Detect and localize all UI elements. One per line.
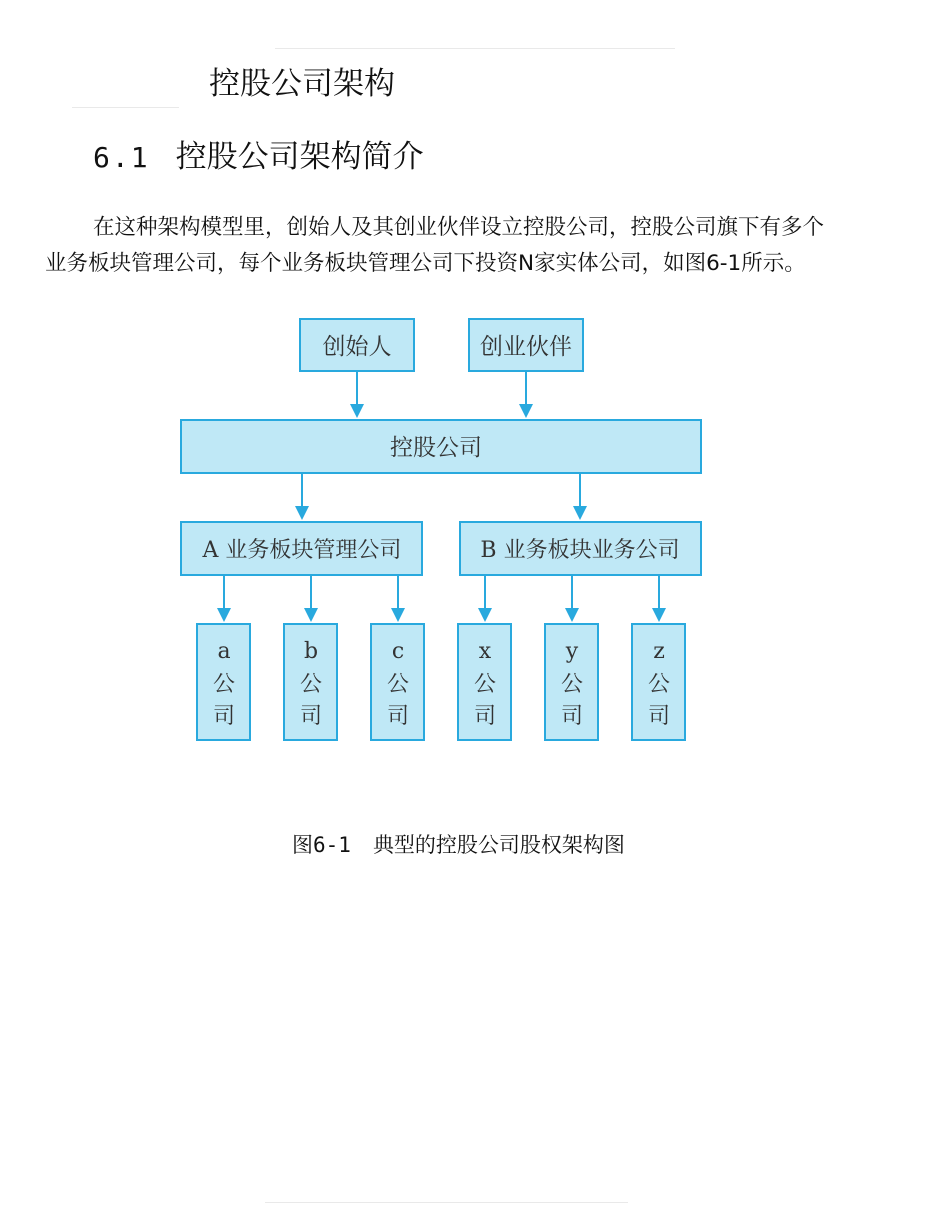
arrow-b-entity-z (652, 575, 666, 622)
entity-y-letter: y (565, 639, 579, 664)
entity-b-line1: 公 (299, 672, 323, 697)
section-title: 控股公司架构简介 (175, 139, 424, 175)
node-founder-label: 创始人 (322, 334, 392, 360)
entity-x-line2: 司 (473, 704, 497, 729)
entity-z-letter: z (653, 639, 665, 664)
node-division-a-label: A 业务板块管理公司 (202, 538, 402, 563)
node-partner (469, 319, 583, 371)
node-division-b-label: B 业务板块业务公司 (480, 538, 680, 563)
node-partner-label: 创业伙伴 (480, 334, 572, 360)
entity-y-line1: 公 (560, 672, 584, 697)
entity-c-line1: 公 (386, 672, 410, 697)
arrow-partner-holding (519, 371, 533, 418)
arrow-a-entity-b (304, 575, 318, 622)
node-division-b (460, 522, 701, 575)
entity-a-letter: a (217, 639, 231, 664)
entity-c-letter: c (391, 639, 405, 664)
entity-a-line1: 公 (212, 672, 236, 697)
entity-z-line1: 公 (647, 672, 671, 697)
node-entity-y (545, 624, 598, 740)
node-holding (181, 420, 701, 473)
entity-x-line1: 公 (473, 672, 497, 697)
entity-b-letter: b (303, 639, 319, 664)
arrow-b-entity-x (478, 575, 492, 622)
node-entity-x (458, 624, 511, 740)
entity-y-line2: 司 (560, 704, 584, 729)
entity-a-line2: 司 (212, 704, 236, 729)
entity-c-line2: 司 (386, 704, 410, 729)
figure-caption (292, 830, 625, 860)
arrow-holding-division-b (573, 473, 587, 520)
arrow-holding-division-a (295, 473, 309, 520)
arrow-b-entity-y (565, 575, 579, 622)
node-entity-a (197, 624, 250, 740)
figure-caption-text: 典型的控股公司股权架构图 (372, 833, 625, 857)
paragraph-line-1: 在这种架构模型里，创始人及其创业伙伴设立控股公司，控股公司旗下有多个 (93, 215, 825, 240)
arrow-a-entity-a (217, 575, 231, 622)
footer-rule (265, 1202, 628, 1203)
entity-b-line2: 司 (299, 704, 323, 729)
entity-z-line2: 司 (647, 704, 671, 729)
node-division-a (181, 522, 422, 575)
node-founder (300, 319, 414, 371)
figure-number: 图6-1 (292, 833, 351, 857)
arrow-a-entity-c (391, 575, 405, 622)
node-entity-z (632, 624, 685, 740)
entity-x-letter: x (478, 639, 492, 664)
paragraph-line-2: 业务板块管理公司，每个业务板块管理公司下投资N家实体公司，如图6-1所示。 (45, 251, 806, 276)
section-number: 6.1 (93, 141, 150, 174)
arrow-founder-holding (350, 371, 364, 418)
document-title: 控股公司架构 (209, 66, 395, 102)
node-entity-b (284, 624, 337, 740)
node-entity-c (371, 624, 424, 740)
node-holding-label: 控股公司 (390, 435, 482, 461)
